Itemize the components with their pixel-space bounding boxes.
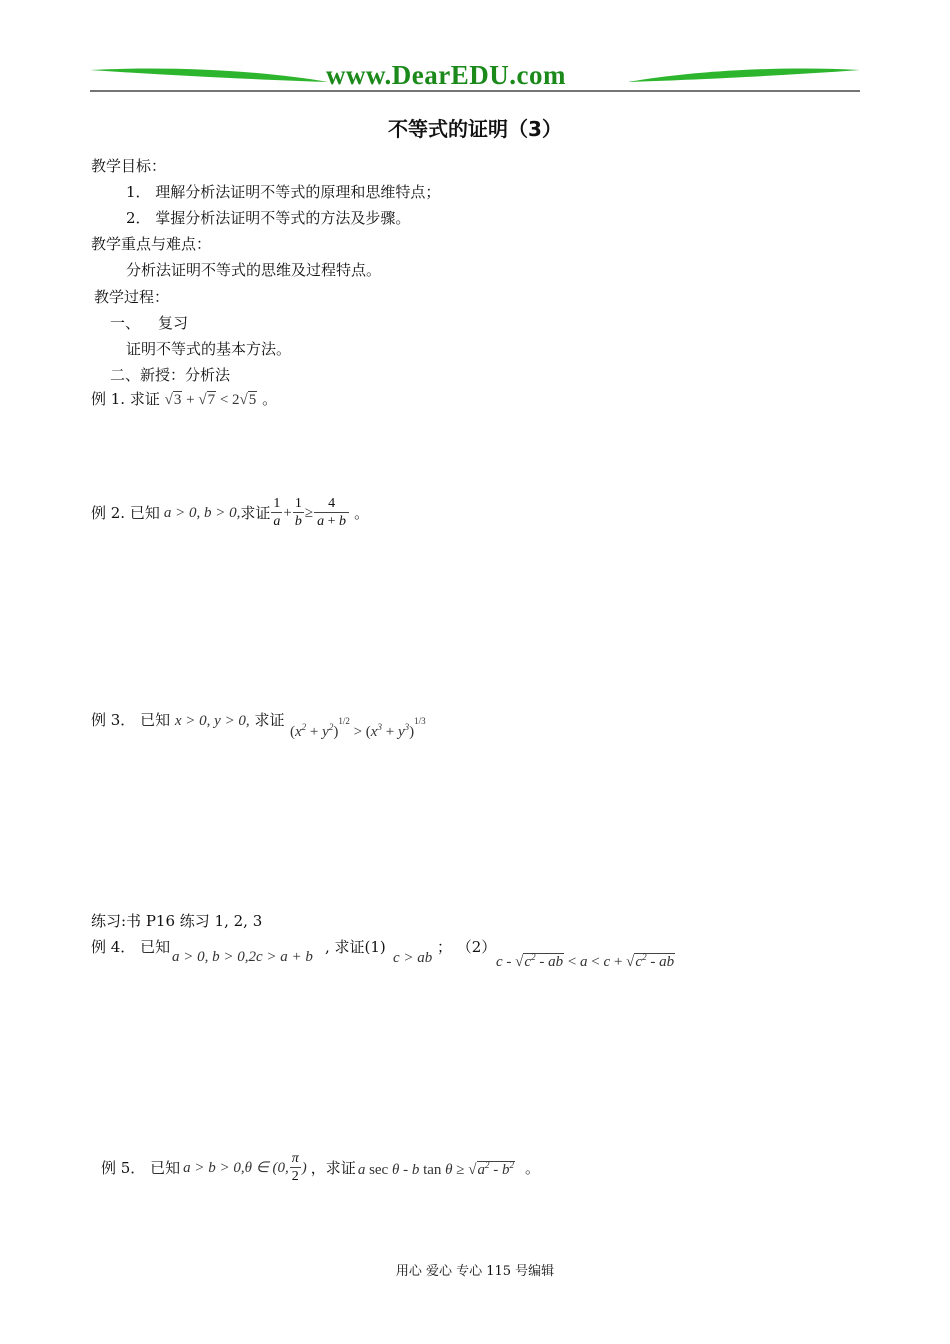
- example-5: [101, 1150, 540, 1185]
- example-4-condition: a > 0, b > 0,2c > a + b: [172, 949, 313, 965]
- goals-heading: 教学目标：: [91, 157, 167, 175]
- example-5-label: 例 5． 已知: [101, 1158, 181, 1177]
- review-label: 复习: [158, 314, 189, 332]
- example-5-pi-fraction: $\frac{\pi}{2}$: [291, 1151, 299, 1184]
- practice-line: 练习:书 P16 练习 1, 2, 3: [91, 912, 263, 930]
- review-text: 证明不等式的基本方法。: [126, 340, 292, 358]
- header-banner: [88, 60, 862, 96]
- example-3-condition: x > 0, y > 0,: [174, 713, 250, 729]
- example-2-label: 例 2. 已知: [91, 503, 160, 522]
- example-4-part1: c > ab: [393, 950, 433, 966]
- site-logo: www.DearEDU.com: [326, 60, 566, 90]
- page-title: 不等式的证明（3）: [388, 117, 562, 141]
- example-1-end: 。: [262, 390, 278, 408]
- example-5-prove: ，求证: [310, 1158, 356, 1177]
- page-footer: 用心 爱心 专心 115 号编辑: [395, 1264, 555, 1279]
- example-4-separator: ； （2）: [437, 938, 497, 956]
- example-4-prove: , 求证(1): [325, 938, 386, 956]
- example-3-label: 例 3． 已知: [91, 711, 171, 729]
- new-section-label: 二、新授：分析法: [110, 366, 231, 384]
- example-2-condition: a > 0, b > 0,: [163, 504, 241, 521]
- example-2: [91, 495, 369, 530]
- example-3-formula: $(x^2 + y^2)^{1/2} > (x^3 + y^3)^{1/3}$: [290, 716, 426, 740]
- example-5-end: 。: [525, 1158, 541, 1177]
- goal-item: 1． 理解分析法证明不等式的原理和思维特点；: [126, 183, 441, 201]
- example-1-formula: √3 + √7 < 2√5: [164, 392, 257, 408]
- example-3: [91, 710, 284, 731]
- example-1-label: 例 1. 求证: [91, 390, 160, 408]
- goal-item: 2． 掌握分析法证明不等式的方法及步骤。: [126, 209, 411, 227]
- example-3-prove: 求证: [254, 711, 285, 729]
- process-heading: 教学过程：: [94, 288, 170, 306]
- example-4-label: 例 4． 已知: [91, 938, 171, 956]
- example-4-part2: c - $√c^2$ - ab < $a < c + √c^2$ - ab: [496, 952, 675, 970]
- example-2-end: 。: [354, 503, 370, 522]
- key-text: 分析法证明不等式的思维及过程特点。: [126, 261, 382, 279]
- review-number: 一、: [110, 314, 141, 332]
- example-5-condition: a > b > 0,θ ∈ (0,: [183, 1159, 289, 1176]
- example-5-condition-end: ): [301, 1159, 307, 1176]
- example-1: [91, 389, 277, 410]
- example-2-formula: $\frac{1}{a}$ + $\frac{1}{b}$ ≥ $\frac{4}{a + b}$: [270, 495, 350, 530]
- key-heading: 教学重点与难点：: [91, 235, 212, 253]
- example-2-prove: 求证: [240, 503, 271, 522]
- example-5-formula: a sec θ - b $\tan \theta \ge √a^2 - b^2$: [357, 1160, 515, 1178]
